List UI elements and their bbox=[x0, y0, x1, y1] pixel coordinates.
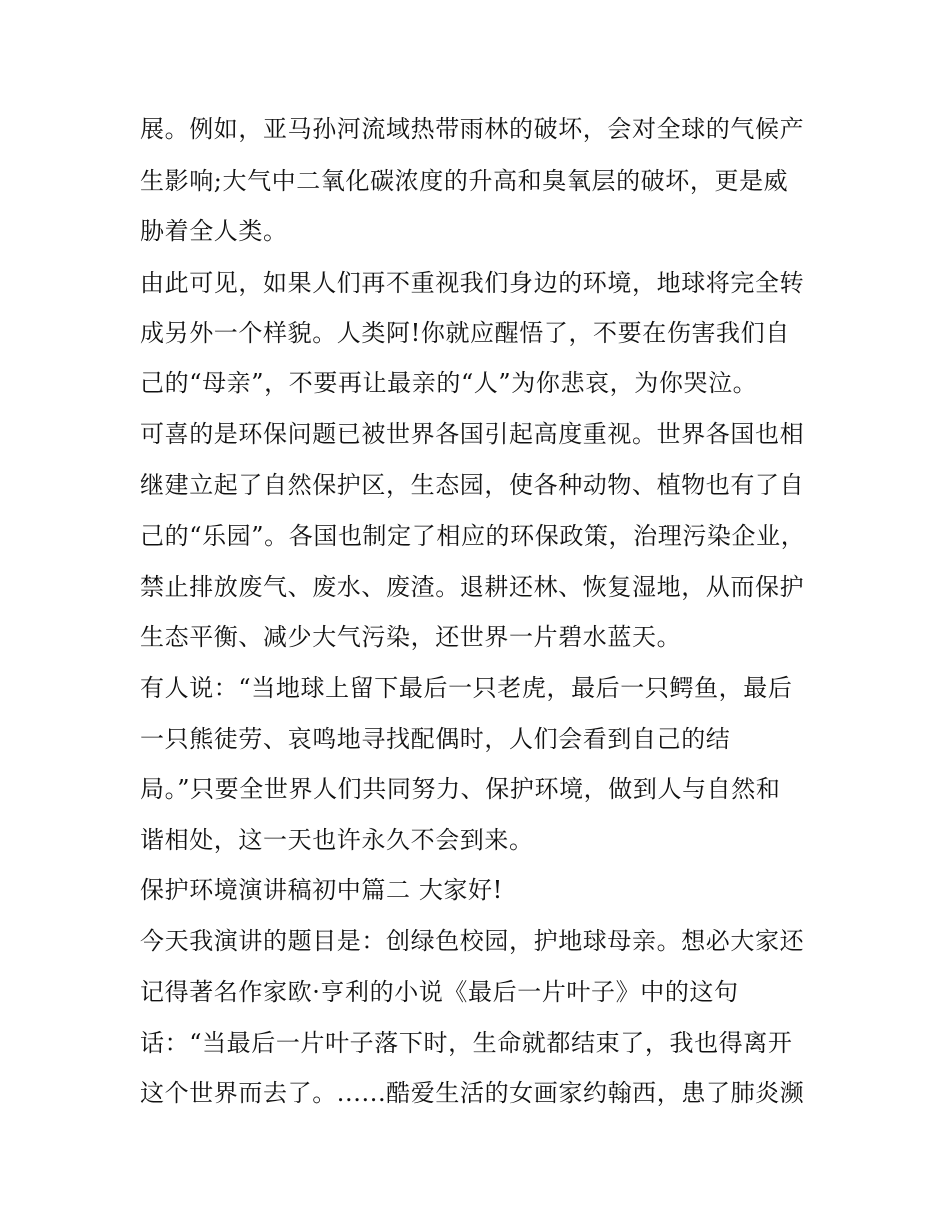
paragraph-3-line-4: 禁止排放废气、废水、废渣。退耕还林、恢复湿地，从而保护 bbox=[140, 573, 805, 601]
paragraph-5-line-1: 今天我演讲的题目是：创绿色校园，护地球母亲。想必大家还 bbox=[140, 927, 805, 955]
paragraph-5-line-3: 话：“当最后一片叶子落下时，生命就都结束了，我也得离开 bbox=[140, 1029, 793, 1057]
paragraph-4-line-4: 谐相处，这一天也许永久不会到来。 bbox=[140, 826, 534, 854]
paragraph-4-line-3: 局。”只要全世界人们共同努力、保护环境，做到人与自然和 bbox=[140, 775, 781, 803]
paragraph-2-line-2: 成另外一个样貌。人类阿!你就应醒悟了，不要在伤害我们自 bbox=[140, 319, 790, 347]
paragraph-1-line-3: 胁着全人类。 bbox=[140, 217, 288, 245]
paragraph-3-line-1: 可喜的是环保问题已被世界各国引起高度重视。世界各国也相 bbox=[140, 420, 805, 448]
paragraph-1-line-2: 生影响;大气中二氧化碳浓度的升高和臭氧层的破坏，更是威 bbox=[140, 167, 789, 195]
paragraph-5-line-2: 记得著名作家欧·亨利的小说《最后一片叶子》中的这句 bbox=[140, 978, 739, 1006]
paragraph-3-line-3: 己的“乐园”。各国也制定了相应的环保政策，治理污染企业， bbox=[140, 522, 806, 550]
paragraph-2-line-3: 己的“母亲”，不要再让最亲的“人”为你悲哀，为你哭泣。 bbox=[140, 369, 758, 397]
paragraph-1-line-1: 展。例如，亚马孙河流域热带雨林的破坏，会对全球的气候产 bbox=[140, 115, 805, 143]
paragraph-5-line-4: 这个世界而去了。......酷爱生活的女画家约翰西，患了肺炎濒 bbox=[140, 1079, 805, 1107]
paragraph-3-line-5: 生态平衡、减少大气污染，还世界一片碧水蓝天。 bbox=[140, 623, 682, 651]
section-heading: 保护环境演讲稿初中篇二 大家好! bbox=[140, 876, 503, 904]
paragraph-4-line-2: 一只熊徒劳、哀鸣地寻找配偶时，人们会看到自己的结 bbox=[140, 725, 731, 753]
paragraph-3-line-2: 继建立起了自然保护区，生态园，使各种动物、植物也有了自 bbox=[140, 471, 805, 499]
paragraph-4-line-1: 有人说：“当地球上留下最后一只老虎，最后一只鳄鱼，最后 bbox=[140, 674, 793, 702]
paragraph-2-line-1: 由此可见，如果人们再不重视我们身边的环境，地球将完全转 bbox=[140, 269, 805, 297]
